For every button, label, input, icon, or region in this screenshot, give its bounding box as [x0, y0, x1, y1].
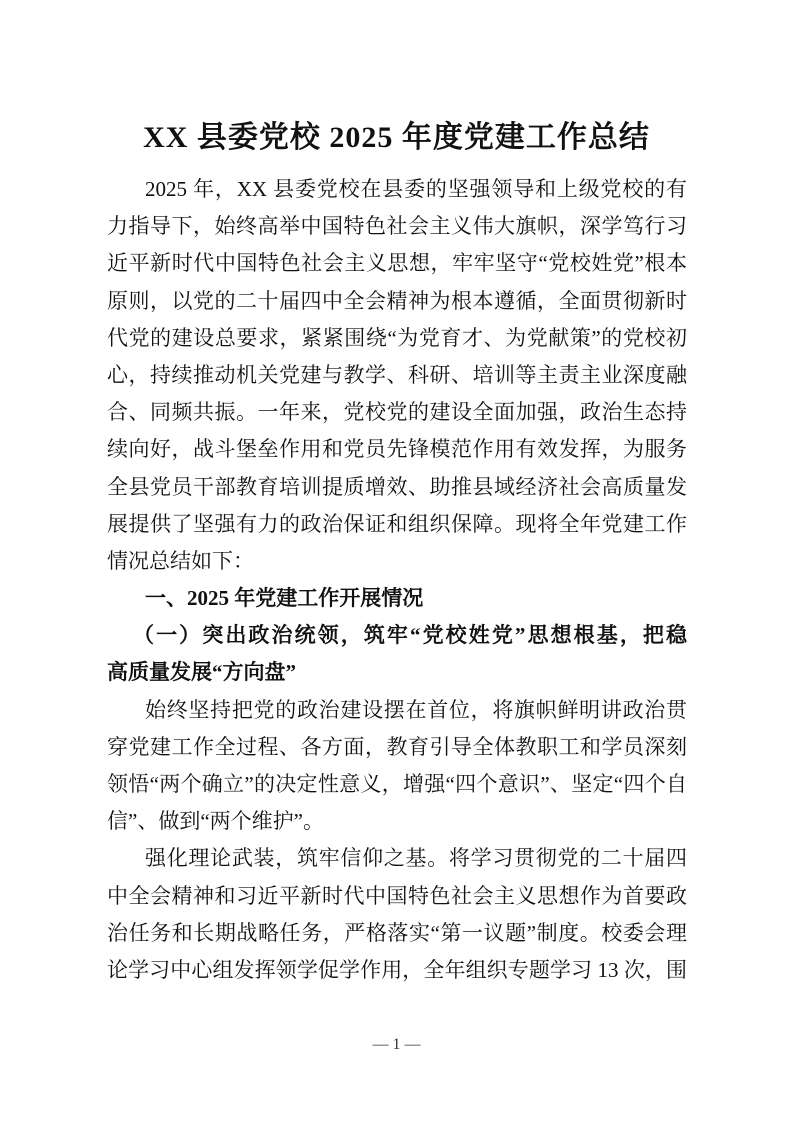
text-line: 始终坚持把党的政治建设摆在首位，将旗帜鲜明讲政治贯: [145, 697, 687, 722]
subsection-heading: [107, 617, 687, 691]
paragraph: [107, 840, 687, 989]
text-line: 高质量发展“方向盘”: [107, 660, 296, 685]
document-title: XX 县委党校 2025 年度党建工作总结: [143, 121, 650, 154]
intro-paragraph: [107, 171, 687, 580]
text-line: 心，持续推动机关党建与教学、科研、培训等主责主业深度融: [107, 362, 687, 387]
text-line: 近平新时代中国特色社会主义思想，牢牢坚守“党校姓党”根本: [107, 251, 687, 276]
text-line: 领悟“两个确立”的决定性意义，增强“四个意识”、坚定“四个自: [107, 772, 687, 796]
document-body: [107, 171, 687, 989]
text-line: 合、同频共振。一年来，党校党的建设全面加强，政治生态持: [107, 400, 687, 425]
text-line: 续向好，战斗堡垒作用和党员先锋模范作用有效发挥，为服务: [107, 437, 687, 462]
text-line: 力指导下，始终高举中国特色社会主义伟大旗帜，深学笃行习: [107, 214, 687, 239]
text-line: 情况总结如下：: [107, 548, 254, 573]
text-line: 论学习中心组发挥领学促学作用，全年组织专题学习 13 次，围: [107, 957, 687, 982]
text-line: 展提供了坚强有力的政治保证和组织保障。现将全年党建工作: [107, 511, 687, 536]
paragraph: [107, 692, 687, 841]
text-line: （一）突出政治统领，筑牢“党校姓党”思想根基，把稳: [133, 623, 687, 648]
text-line: 中全会精神和习近平新时代中国特色社会主义思想作为首要政: [107, 883, 687, 908]
page-number: — 1 —: [372, 1036, 421, 1053]
text-line: 信”、做到“两个维护”。: [107, 809, 324, 834]
text-line: 强化理论武装，筑牢信仰之基。将学习贯彻党的二十届四: [145, 846, 687, 871]
section-heading: 一、2025 年党建工作开展情况: [145, 586, 424, 611]
text-line: 代党的建设总要求，紧紧围绕“为党育才、为党献策”的党校初: [107, 325, 687, 350]
text-line: 治任务和长期战略任务，严格落实“第一议题”制度。校委会理: [107, 920, 687, 945]
text-line: 穿党建工作全过程、各方面，教育引导全体教职工和学员深刻: [107, 734, 687, 759]
text-line: 原则，以党的二十届四中全会精神为根本遵循，全面贯彻新时: [107, 288, 687, 313]
text-line: 2025 年，XX 县委党校在县委的坚强领导和上级党校的有: [145, 177, 687, 201]
text-line: 全县党员干部教育培训提质增效、助推县域经济社会高质量发: [107, 474, 687, 499]
